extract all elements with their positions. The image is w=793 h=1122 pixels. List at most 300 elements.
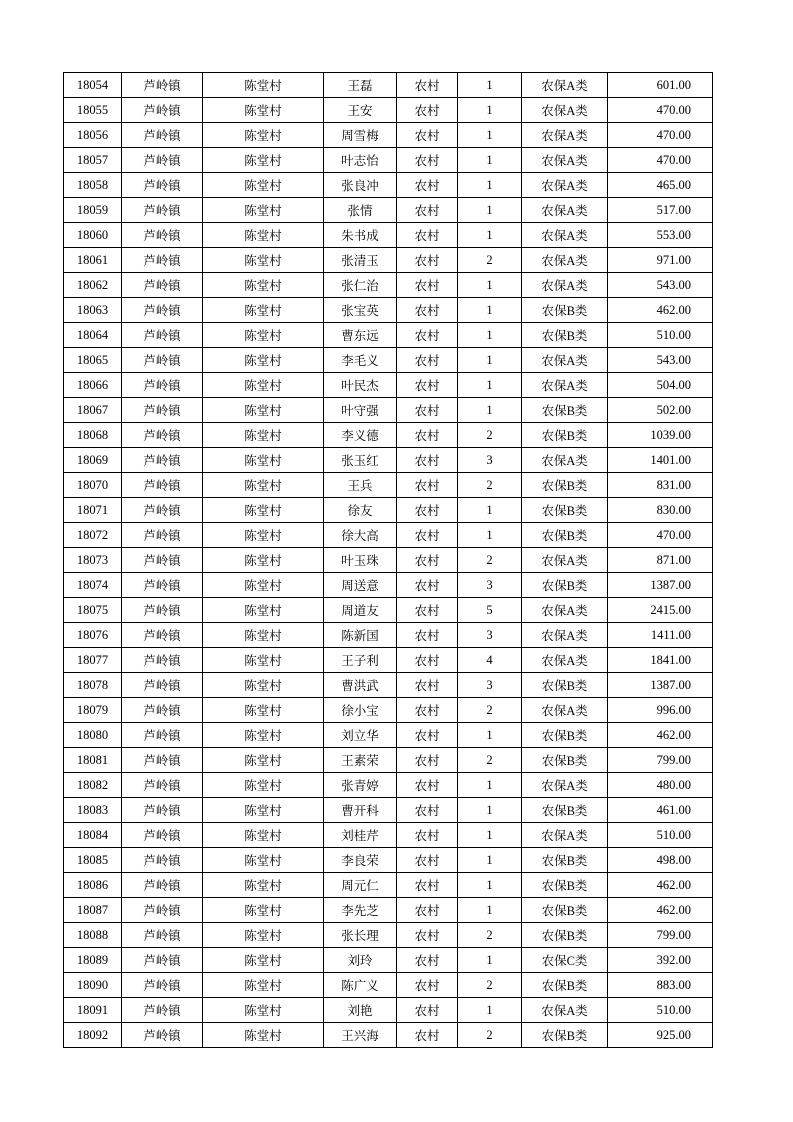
cell-town: 芦岭镇 xyxy=(122,773,203,798)
cell-category: 农保B类 xyxy=(522,473,608,498)
table-row xyxy=(64,173,713,198)
cell-amount: 470.00 xyxy=(608,523,713,548)
cell-count: 1 xyxy=(458,348,522,373)
cell-id: 18056 xyxy=(64,123,122,148)
cell-category: 农保A类 xyxy=(522,223,608,248)
cell-type: 农村 xyxy=(397,198,458,223)
cell-village: 陈堂村 xyxy=(203,473,324,498)
table-row xyxy=(64,923,713,948)
cell-amount: 1387.00 xyxy=(608,573,713,598)
cell-type: 农村 xyxy=(397,248,458,273)
cell-town: 芦岭镇 xyxy=(122,948,203,973)
cell-amount: 480.00 xyxy=(608,773,713,798)
cell-village: 陈堂村 xyxy=(203,198,324,223)
cell-type: 农村 xyxy=(397,123,458,148)
cell-town: 芦岭镇 xyxy=(122,598,203,623)
cell-town: 芦岭镇 xyxy=(122,973,203,998)
cell-town: 芦岭镇 xyxy=(122,998,203,1023)
cell-name: 李毛义 xyxy=(324,348,397,373)
cell-id: 18078 xyxy=(64,673,122,698)
cell-category: 农保A类 xyxy=(522,73,608,98)
cell-category: 农保A类 xyxy=(522,648,608,673)
cell-count: 1 xyxy=(458,898,522,923)
cell-town: 芦岭镇 xyxy=(122,173,203,198)
cell-category: 农保B类 xyxy=(522,673,608,698)
cell-amount: 883.00 xyxy=(608,973,713,998)
table-row xyxy=(64,598,713,623)
cell-name: 周元仁 xyxy=(324,873,397,898)
cell-village: 陈堂村 xyxy=(203,223,324,248)
cell-id: 18082 xyxy=(64,773,122,798)
cell-id: 18073 xyxy=(64,548,122,573)
table-row xyxy=(64,473,713,498)
cell-category: 农保B类 xyxy=(522,848,608,873)
cell-town: 芦岭镇 xyxy=(122,548,203,573)
cell-village: 陈堂村 xyxy=(203,123,324,148)
cell-id: 18071 xyxy=(64,498,122,523)
cell-id: 18087 xyxy=(64,898,122,923)
cell-category: 农保B类 xyxy=(522,573,608,598)
cell-village: 陈堂村 xyxy=(203,398,324,423)
cell-type: 农村 xyxy=(397,898,458,923)
cell-type: 农村 xyxy=(397,948,458,973)
cell-category: 农保A类 xyxy=(522,998,608,1023)
cell-town: 芦岭镇 xyxy=(122,348,203,373)
cell-count: 3 xyxy=(458,573,522,598)
cell-name: 叶民杰 xyxy=(324,373,397,398)
cell-name: 刘立华 xyxy=(324,723,397,748)
cell-type: 农村 xyxy=(397,598,458,623)
cell-town: 芦岭镇 xyxy=(122,448,203,473)
table-row xyxy=(64,673,713,698)
cell-count: 3 xyxy=(458,673,522,698)
cell-id: 18058 xyxy=(64,173,122,198)
cell-amount: 517.00 xyxy=(608,198,713,223)
cell-amount: 498.00 xyxy=(608,848,713,873)
cell-amount: 470.00 xyxy=(608,98,713,123)
cell-village: 陈堂村 xyxy=(203,523,324,548)
cell-name: 王安 xyxy=(324,98,397,123)
cell-count: 1 xyxy=(458,223,522,248)
subsidy-table-body xyxy=(64,73,713,1048)
cell-id: 18070 xyxy=(64,473,122,498)
table-row xyxy=(64,198,713,223)
table-row xyxy=(64,798,713,823)
cell-name: 王兴海 xyxy=(324,1023,397,1048)
cell-name: 张青婷 xyxy=(324,773,397,798)
cell-village: 陈堂村 xyxy=(203,273,324,298)
cell-category: 农保B类 xyxy=(522,1023,608,1048)
cell-type: 农村 xyxy=(397,548,458,573)
table-row xyxy=(64,1023,713,1048)
cell-id: 18090 xyxy=(64,973,122,998)
cell-category: 农保B类 xyxy=(522,298,608,323)
cell-category: 农保A类 xyxy=(522,548,608,573)
cell-amount: 502.00 xyxy=(608,398,713,423)
table-row xyxy=(64,898,713,923)
cell-town: 芦岭镇 xyxy=(122,673,203,698)
cell-amount: 1401.00 xyxy=(608,448,713,473)
cell-count: 3 xyxy=(458,448,522,473)
cell-id: 18055 xyxy=(64,98,122,123)
cell-name: 周雪梅 xyxy=(324,123,397,148)
cell-village: 陈堂村 xyxy=(203,248,324,273)
cell-town: 芦岭镇 xyxy=(122,323,203,348)
cell-village: 陈堂村 xyxy=(203,648,324,673)
cell-amount: 462.00 xyxy=(608,723,713,748)
cell-type: 农村 xyxy=(397,173,458,198)
cell-amount: 601.00 xyxy=(608,73,713,98)
cell-village: 陈堂村 xyxy=(203,698,324,723)
cell-count: 1 xyxy=(458,823,522,848)
table-row xyxy=(64,348,713,373)
cell-name: 曹东远 xyxy=(324,323,397,348)
cell-category: 农保A类 xyxy=(522,773,608,798)
cell-type: 农村 xyxy=(397,698,458,723)
cell-amount: 461.00 xyxy=(608,798,713,823)
cell-amount: 831.00 xyxy=(608,473,713,498)
cell-town: 芦岭镇 xyxy=(122,148,203,173)
table-row xyxy=(64,498,713,523)
table-row xyxy=(64,148,713,173)
cell-village: 陈堂村 xyxy=(203,973,324,998)
cell-type: 农村 xyxy=(397,873,458,898)
table-row xyxy=(64,273,713,298)
cell-type: 农村 xyxy=(397,623,458,648)
cell-town: 芦岭镇 xyxy=(122,223,203,248)
cell-name: 张仁治 xyxy=(324,273,397,298)
cell-name: 张长理 xyxy=(324,923,397,948)
table-row xyxy=(64,748,713,773)
cell-town: 芦岭镇 xyxy=(122,473,203,498)
cell-count: 1 xyxy=(458,998,522,1023)
cell-count: 2 xyxy=(458,548,522,573)
cell-id: 18064 xyxy=(64,323,122,348)
cell-town: 芦岭镇 xyxy=(122,198,203,223)
cell-id: 18062 xyxy=(64,273,122,298)
cell-type: 农村 xyxy=(397,648,458,673)
cell-name: 刘艳 xyxy=(324,998,397,1023)
table-row xyxy=(64,823,713,848)
cell-town: 芦岭镇 xyxy=(122,123,203,148)
cell-count: 1 xyxy=(458,523,522,548)
cell-id: 18063 xyxy=(64,298,122,323)
cell-town: 芦岭镇 xyxy=(122,923,203,948)
cell-type: 农村 xyxy=(397,1023,458,1048)
cell-count: 2 xyxy=(458,698,522,723)
cell-count: 1 xyxy=(458,123,522,148)
cell-type: 农村 xyxy=(397,673,458,698)
cell-type: 农村 xyxy=(397,223,458,248)
cell-town: 芦岭镇 xyxy=(122,1023,203,1048)
cell-name: 徐大高 xyxy=(324,523,397,548)
cell-name: 李良荣 xyxy=(324,848,397,873)
cell-count: 1 xyxy=(458,173,522,198)
cell-count: 1 xyxy=(458,498,522,523)
cell-category: 农保A类 xyxy=(522,348,608,373)
cell-count: 1 xyxy=(458,723,522,748)
cell-amount: 470.00 xyxy=(608,123,713,148)
cell-village: 陈堂村 xyxy=(203,598,324,623)
table-row xyxy=(64,973,713,998)
cell-id: 18084 xyxy=(64,823,122,848)
table-row xyxy=(64,773,713,798)
cell-name: 陈新国 xyxy=(324,623,397,648)
cell-name: 张玉红 xyxy=(324,448,397,473)
cell-town: 芦岭镇 xyxy=(122,623,203,648)
cell-category: 农保A类 xyxy=(522,373,608,398)
cell-amount: 1387.00 xyxy=(608,673,713,698)
cell-village: 陈堂村 xyxy=(203,173,324,198)
cell-town: 芦岭镇 xyxy=(122,698,203,723)
cell-name: 李义德 xyxy=(324,423,397,448)
cell-name: 周道友 xyxy=(324,598,397,623)
cell-town: 芦岭镇 xyxy=(122,273,203,298)
cell-amount: 925.00 xyxy=(608,1023,713,1048)
cell-village: 陈堂村 xyxy=(203,1023,324,1048)
cell-category: 农保B类 xyxy=(522,873,608,898)
cell-id: 18088 xyxy=(64,923,122,948)
cell-village: 陈堂村 xyxy=(203,998,324,1023)
cell-amount: 470.00 xyxy=(608,148,713,173)
cell-count: 5 xyxy=(458,598,522,623)
cell-category: 农保C类 xyxy=(522,948,608,973)
cell-name: 朱书成 xyxy=(324,223,397,248)
cell-village: 陈堂村 xyxy=(203,548,324,573)
table-row xyxy=(64,323,713,348)
cell-count: 2 xyxy=(458,923,522,948)
cell-name: 张清玉 xyxy=(324,248,397,273)
cell-type: 农村 xyxy=(397,723,458,748)
cell-count: 2 xyxy=(458,748,522,773)
cell-count: 1 xyxy=(458,948,522,973)
cell-type: 农村 xyxy=(397,498,458,523)
table-row xyxy=(64,548,713,573)
cell-village: 陈堂村 xyxy=(203,98,324,123)
cell-village: 陈堂村 xyxy=(203,848,324,873)
cell-count: 2 xyxy=(458,473,522,498)
cell-amount: 2415.00 xyxy=(608,598,713,623)
cell-name: 周送意 xyxy=(324,573,397,598)
cell-type: 农村 xyxy=(397,348,458,373)
cell-type: 农村 xyxy=(397,373,458,398)
cell-town: 芦岭镇 xyxy=(122,873,203,898)
cell-name: 张良冲 xyxy=(324,173,397,198)
cell-count: 1 xyxy=(458,323,522,348)
cell-category: 农保A类 xyxy=(522,248,608,273)
table-row xyxy=(64,373,713,398)
cell-town: 芦岭镇 xyxy=(122,748,203,773)
cell-count: 1 xyxy=(458,848,522,873)
cell-count: 4 xyxy=(458,648,522,673)
cell-type: 农村 xyxy=(397,323,458,348)
table-row xyxy=(64,998,713,1023)
cell-village: 陈堂村 xyxy=(203,798,324,823)
cell-amount: 504.00 xyxy=(608,373,713,398)
cell-amount: 799.00 xyxy=(608,923,713,948)
cell-town: 芦岭镇 xyxy=(122,498,203,523)
cell-town: 芦岭镇 xyxy=(122,823,203,848)
cell-category: 农保B类 xyxy=(522,423,608,448)
cell-id: 18069 xyxy=(64,448,122,473)
cell-id: 18075 xyxy=(64,598,122,623)
cell-type: 农村 xyxy=(397,398,458,423)
table-row xyxy=(64,123,713,148)
cell-name: 叶玉珠 xyxy=(324,548,397,573)
cell-village: 陈堂村 xyxy=(203,448,324,473)
cell-id: 18076 xyxy=(64,623,122,648)
cell-village: 陈堂村 xyxy=(203,723,324,748)
cell-id: 18060 xyxy=(64,223,122,248)
table-row xyxy=(64,423,713,448)
table-row xyxy=(64,298,713,323)
cell-town: 芦岭镇 xyxy=(122,298,203,323)
cell-name: 张宝英 xyxy=(324,298,397,323)
cell-id: 18091 xyxy=(64,998,122,1023)
cell-category: 农保A类 xyxy=(522,623,608,648)
cell-name: 徐友 xyxy=(324,498,397,523)
cell-id: 18092 xyxy=(64,1023,122,1048)
cell-village: 陈堂村 xyxy=(203,148,324,173)
cell-name: 王兵 xyxy=(324,473,397,498)
cell-category: 农保A类 xyxy=(522,173,608,198)
cell-category: 农保B类 xyxy=(522,973,608,998)
cell-amount: 543.00 xyxy=(608,348,713,373)
table-row xyxy=(64,873,713,898)
cell-type: 农村 xyxy=(397,73,458,98)
cell-town: 芦岭镇 xyxy=(122,848,203,873)
cell-amount: 465.00 xyxy=(608,173,713,198)
cell-amount: 553.00 xyxy=(608,223,713,248)
cell-name: 陈广义 xyxy=(324,973,397,998)
cell-type: 农村 xyxy=(397,148,458,173)
cell-count: 1 xyxy=(458,198,522,223)
cell-amount: 392.00 xyxy=(608,948,713,973)
cell-category: 农保B类 xyxy=(522,748,608,773)
cell-town: 芦岭镇 xyxy=(122,523,203,548)
cell-category: 农保A类 xyxy=(522,198,608,223)
cell-category: 农保A类 xyxy=(522,98,608,123)
cell-name: 刘玲 xyxy=(324,948,397,973)
cell-category: 农保B类 xyxy=(522,523,608,548)
cell-town: 芦岭镇 xyxy=(122,98,203,123)
cell-count: 1 xyxy=(458,798,522,823)
cell-village: 陈堂村 xyxy=(203,423,324,448)
cell-type: 农村 xyxy=(397,473,458,498)
cell-town: 芦岭镇 xyxy=(122,423,203,448)
cell-town: 芦岭镇 xyxy=(122,373,203,398)
cell-id: 18077 xyxy=(64,648,122,673)
cell-town: 芦岭镇 xyxy=(122,898,203,923)
cell-category: 农保B类 xyxy=(522,798,608,823)
cell-count: 2 xyxy=(458,1023,522,1048)
table-row xyxy=(64,723,713,748)
cell-amount: 510.00 xyxy=(608,998,713,1023)
cell-village: 陈堂村 xyxy=(203,623,324,648)
cell-type: 农村 xyxy=(397,423,458,448)
cell-id: 18079 xyxy=(64,698,122,723)
cell-amount: 1841.00 xyxy=(608,648,713,673)
cell-name: 徐小宝 xyxy=(324,698,397,723)
cell-town: 芦岭镇 xyxy=(122,798,203,823)
cell-category: 农保A类 xyxy=(522,823,608,848)
cell-category: 农保B类 xyxy=(522,498,608,523)
cell-name: 王子利 xyxy=(324,648,397,673)
cell-type: 农村 xyxy=(397,298,458,323)
cell-id: 18066 xyxy=(64,373,122,398)
table-row xyxy=(64,448,713,473)
cell-id: 18065 xyxy=(64,348,122,373)
cell-amount: 996.00 xyxy=(608,698,713,723)
cell-type: 农村 xyxy=(397,273,458,298)
cell-name: 李先芝 xyxy=(324,898,397,923)
cell-amount: 510.00 xyxy=(608,823,713,848)
cell-type: 农村 xyxy=(397,523,458,548)
cell-village: 陈堂村 xyxy=(203,498,324,523)
cell-village: 陈堂村 xyxy=(203,573,324,598)
table-row xyxy=(64,223,713,248)
cell-amount: 971.00 xyxy=(608,248,713,273)
cell-town: 芦岭镇 xyxy=(122,723,203,748)
cell-category: 农保A类 xyxy=(522,448,608,473)
cell-town: 芦岭镇 xyxy=(122,73,203,98)
cell-village: 陈堂村 xyxy=(203,323,324,348)
cell-village: 陈堂村 xyxy=(203,898,324,923)
cell-type: 农村 xyxy=(397,973,458,998)
cell-type: 农村 xyxy=(397,848,458,873)
cell-amount: 462.00 xyxy=(608,873,713,898)
table-row xyxy=(64,248,713,273)
cell-category: 农保A类 xyxy=(522,598,608,623)
cell-village: 陈堂村 xyxy=(203,673,324,698)
cell-id: 18057 xyxy=(64,148,122,173)
cell-count: 2 xyxy=(458,423,522,448)
cell-type: 农村 xyxy=(397,748,458,773)
cell-count: 2 xyxy=(458,973,522,998)
cell-name: 曹洪武 xyxy=(324,673,397,698)
cell-count: 1 xyxy=(458,773,522,798)
table-row xyxy=(64,573,713,598)
cell-category: 农保B类 xyxy=(522,898,608,923)
cell-village: 陈堂村 xyxy=(203,923,324,948)
cell-count: 1 xyxy=(458,398,522,423)
table-row xyxy=(64,848,713,873)
cell-id: 18059 xyxy=(64,198,122,223)
cell-name: 王磊 xyxy=(324,73,397,98)
cell-count: 1 xyxy=(458,298,522,323)
cell-count: 1 xyxy=(458,373,522,398)
subsidy-table xyxy=(63,72,713,1048)
table-row xyxy=(64,948,713,973)
cell-amount: 543.00 xyxy=(608,273,713,298)
cell-type: 农村 xyxy=(397,923,458,948)
cell-amount: 462.00 xyxy=(608,898,713,923)
cell-id: 18068 xyxy=(64,423,122,448)
cell-category: 农保B类 xyxy=(522,323,608,348)
cell-town: 芦岭镇 xyxy=(122,648,203,673)
cell-count: 1 xyxy=(458,148,522,173)
cell-id: 18080 xyxy=(64,723,122,748)
cell-name: 曹开科 xyxy=(324,798,397,823)
cell-category: 农保A类 xyxy=(522,698,608,723)
cell-id: 18086 xyxy=(64,873,122,898)
cell-village: 陈堂村 xyxy=(203,748,324,773)
table-row xyxy=(64,98,713,123)
cell-id: 18072 xyxy=(64,523,122,548)
cell-id: 18061 xyxy=(64,248,122,273)
cell-type: 农村 xyxy=(397,448,458,473)
cell-village: 陈堂村 xyxy=(203,773,324,798)
